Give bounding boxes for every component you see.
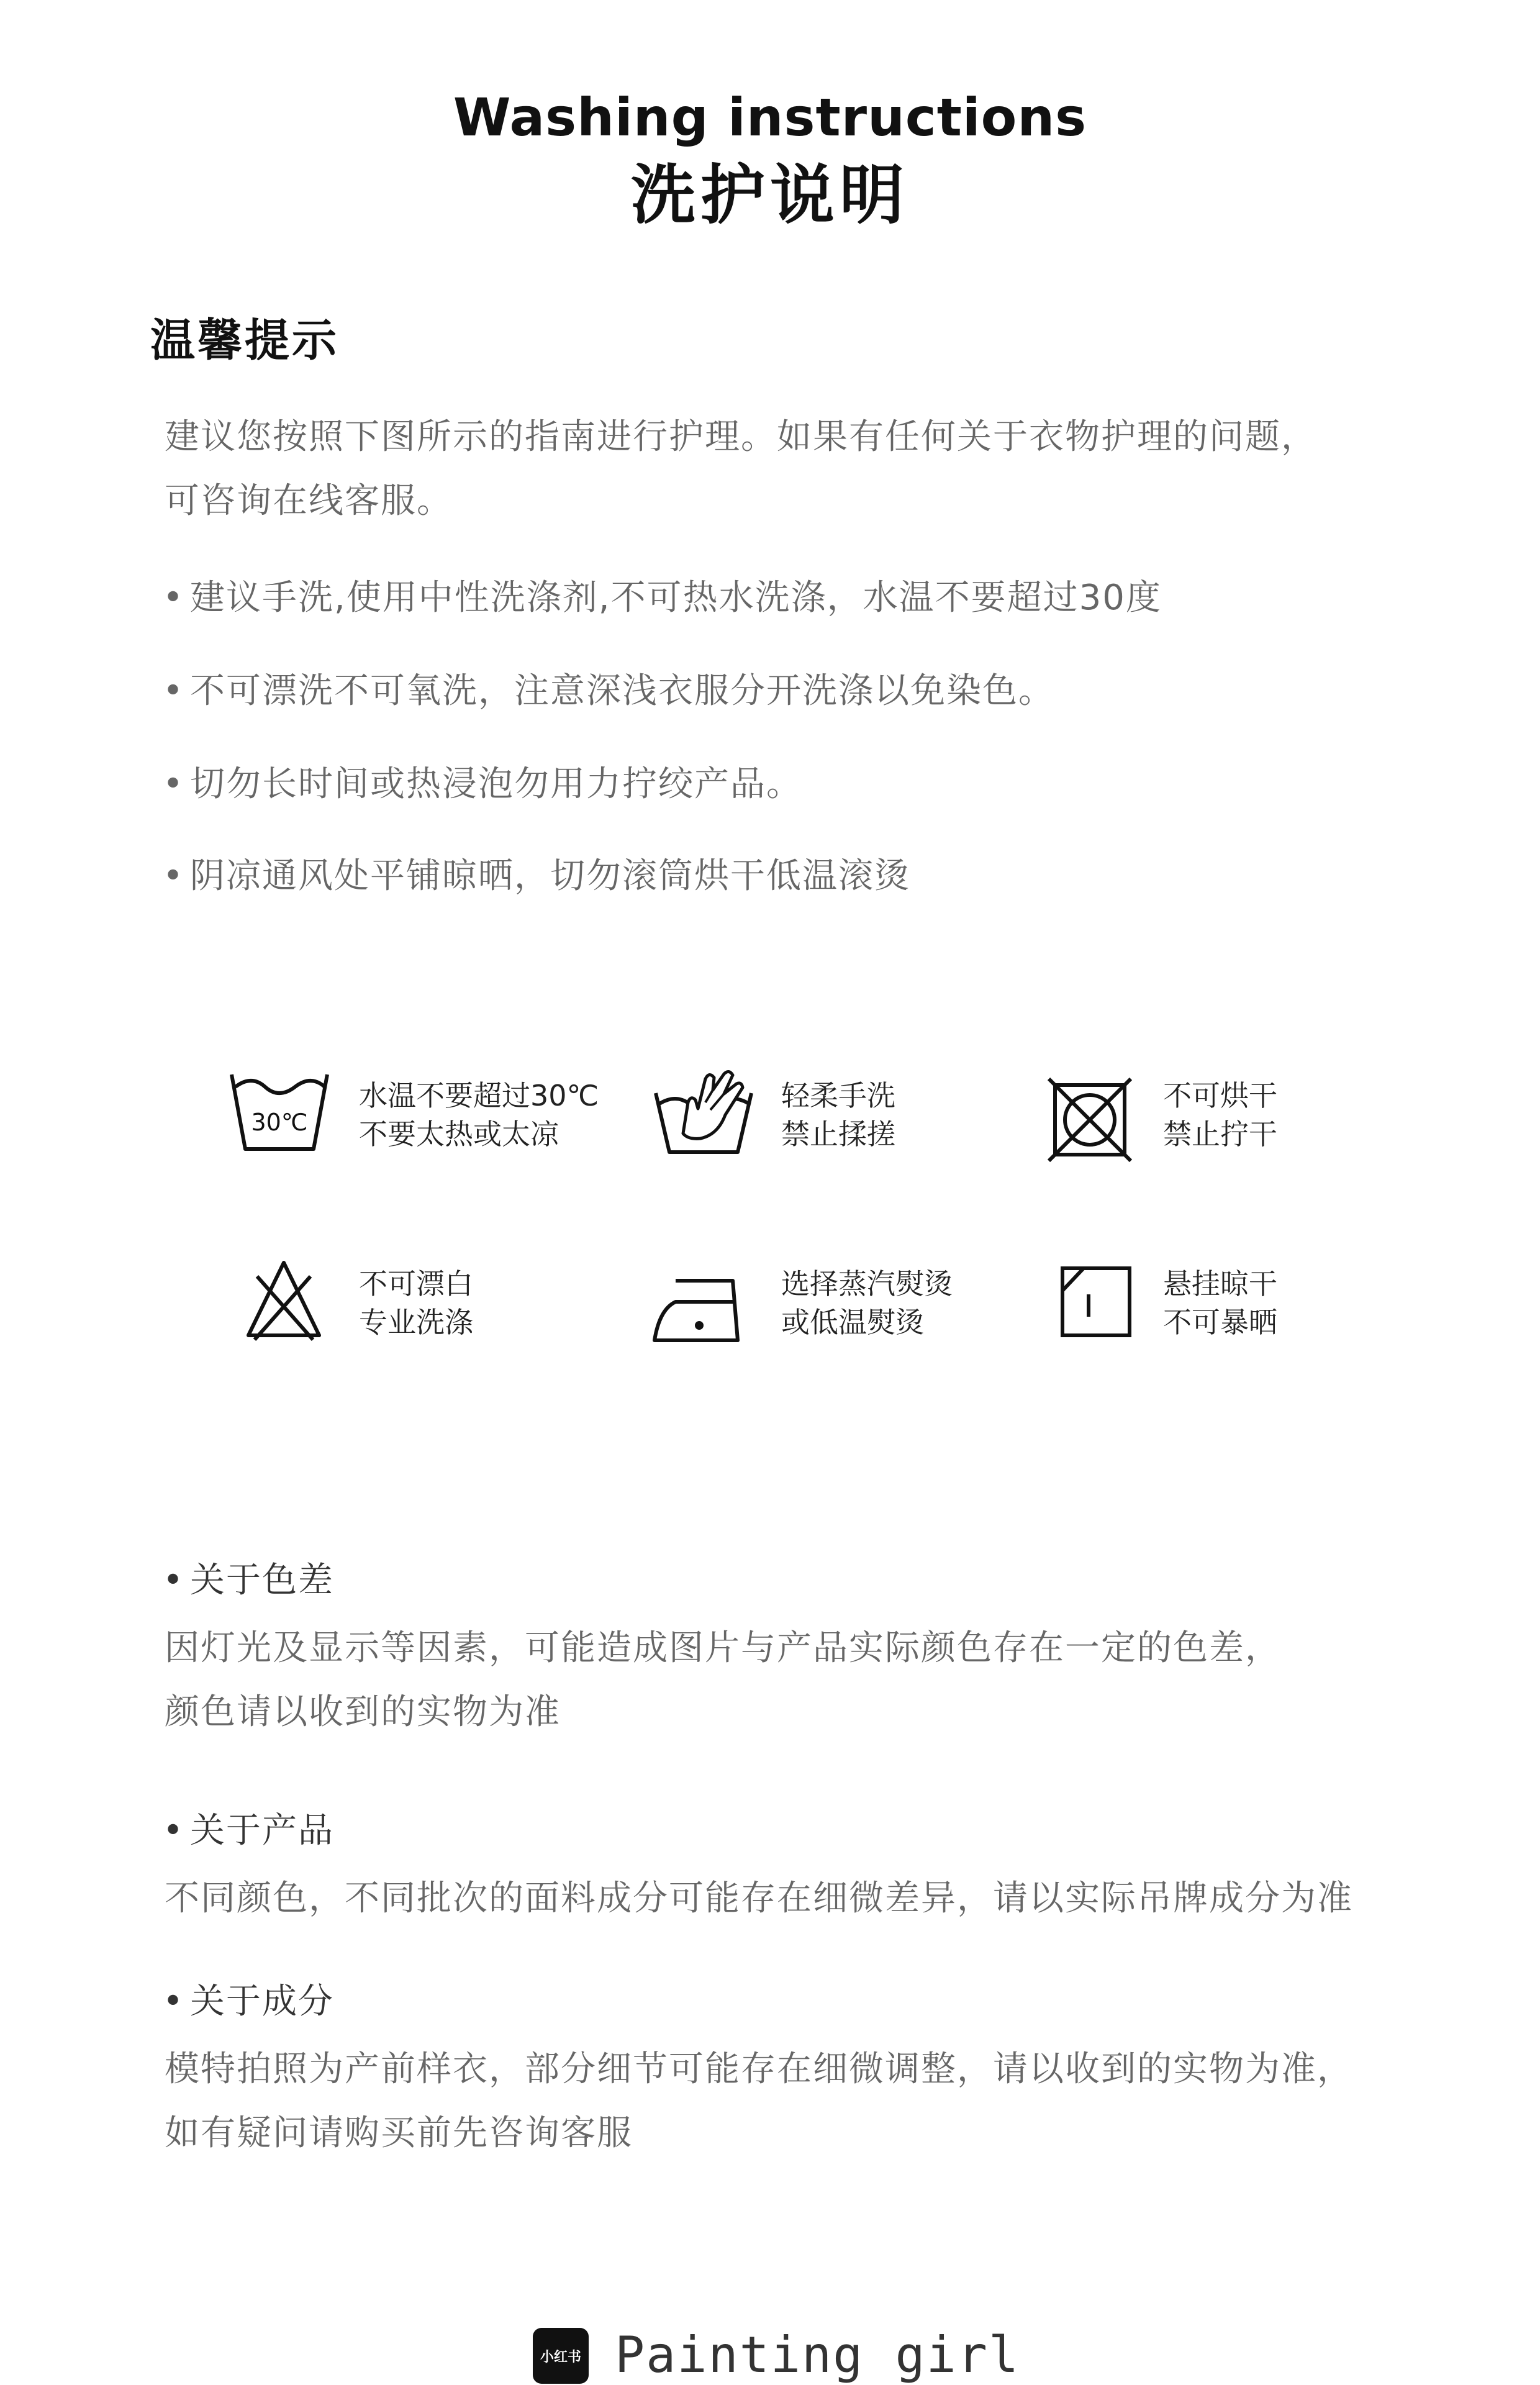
care-label-line1: 不可烘干: [1163, 1079, 1277, 1112]
brand-logo: [533, 2328, 589, 2384]
care-label-hand-wash: [781, 1076, 895, 1153]
care-label-line1: 悬挂晾干: [1163, 1267, 1277, 1301]
care-label-line2: 不可暴晒: [1163, 1306, 1277, 1339]
tip-bullet-text: 切勿长时间或热浸泡勿用力拧绞产品。: [190, 764, 802, 804]
no-tumble-dry-icon: [1046, 1076, 1133, 1163]
care-label-line1: 轻柔手洗: [781, 1079, 895, 1112]
wash-temp-badge: 30℃: [251, 1109, 308, 1136]
note-heading-text: 关于成分: [190, 1981, 334, 2022]
note-body-product: [165, 1866, 1469, 1930]
no-bleach-icon: [243, 1258, 324, 1342]
care-label-line2: 或低温熨烫: [781, 1306, 924, 1339]
note-heading-color: • 关于色差: [163, 1560, 334, 1601]
note-line: 模特拍照为产前样衣，部分细节可能存在细微调整，请以收到的实物为准，: [165, 2049, 1353, 2089]
tip-bullet-text: 阴凉通风处平铺晾晒，切勿滚筒烘干低温滚烫: [190, 856, 910, 896]
care-label-iron: [781, 1265, 953, 1342]
note-body-material: [165, 2037, 1469, 2165]
care-label-line2: 禁止拧干: [1163, 1117, 1277, 1151]
tip-bullet-text: 建议手洗,使用中性洗涤剂,不可热水洗涤，水温不要超过30度: [190, 578, 1162, 618]
intro-line-1: 建议您按照下图所示的指南进行护理。如果有任何关于衣物护理的问题，: [165, 417, 1317, 457]
care-label-no-bleach: [359, 1265, 473, 1342]
note-line: 如有疑问请购买前先咨询客服: [165, 2113, 633, 2153]
line-dry-icon: [1059, 1265, 1133, 1339]
tips-intro: [165, 405, 1438, 533]
brand-logo-text: 小红书: [540, 2349, 581, 2365]
tip-bullet-1: • 建议手洗,使用中性洗涤剂,不可热水洗涤，水温不要超过30度: [163, 578, 1162, 618]
brand-name: Painting girl: [615, 2326, 1020, 2384]
iron-low-icon: [651, 1272, 744, 1347]
intro-line-2: 可咨询在线客服。: [165, 481, 453, 521]
title-english: Washing instructions: [453, 87, 1087, 148]
tip-bullet-4: • 阴凉通风处平铺晾晒，切勿滚筒烘干低温滚烫: [163, 856, 910, 896]
note-heading-text: 关于色差: [190, 1560, 334, 1601]
tips-heading: 温馨提示: [150, 314, 340, 366]
tip-bullet-text: 不可漂洗不可氧洗，注意深浅衣服分开洗涤以免染色。: [190, 671, 1054, 711]
note-heading-text: 关于产品: [190, 1810, 334, 1851]
hand-wash-icon: [651, 1065, 756, 1158]
tip-bullet-2: • 不可漂洗不可氧洗，注意深浅衣服分开洗涤以免染色。: [163, 671, 1054, 711]
wash-30-icon: [227, 1068, 332, 1155]
note-body-color: [165, 1616, 1469, 1744]
title-chinese: 洗护说明: [630, 157, 909, 233]
tip-bullet-3: • 切勿长时间或热浸泡勿用力拧绞产品。: [163, 764, 802, 804]
note-heading-material: • 关于成分: [163, 1981, 334, 2022]
care-label-line2: 不要太热或太凉: [359, 1117, 559, 1151]
note-line: 不同颜色，不同批次的面料成分可能存在细微差异，请以实际吊牌成分为准: [165, 1878, 1353, 1919]
care-label-line1: 水温不要超过30℃: [359, 1079, 599, 1112]
note-line: 颜色请以收到的实物为准: [165, 1692, 561, 1732]
care-label-line-dry: [1163, 1265, 1277, 1342]
note-line: 因灯光及显示等因素，可能造成图片与产品实际颜色存在一定的色差，: [165, 1628, 1281, 1668]
care-label-line1: 不可漂白: [359, 1267, 473, 1301]
care-label-line2: 专业洗涤: [359, 1306, 473, 1339]
note-heading-product: • 关于产品: [163, 1810, 334, 1851]
care-label-wash: [359, 1076, 599, 1153]
care-label-line1: 选择蒸汽熨烫: [781, 1267, 953, 1301]
care-label-line2: 禁止揉搓: [781, 1117, 895, 1151]
care-label-no-dry: [1163, 1076, 1277, 1153]
